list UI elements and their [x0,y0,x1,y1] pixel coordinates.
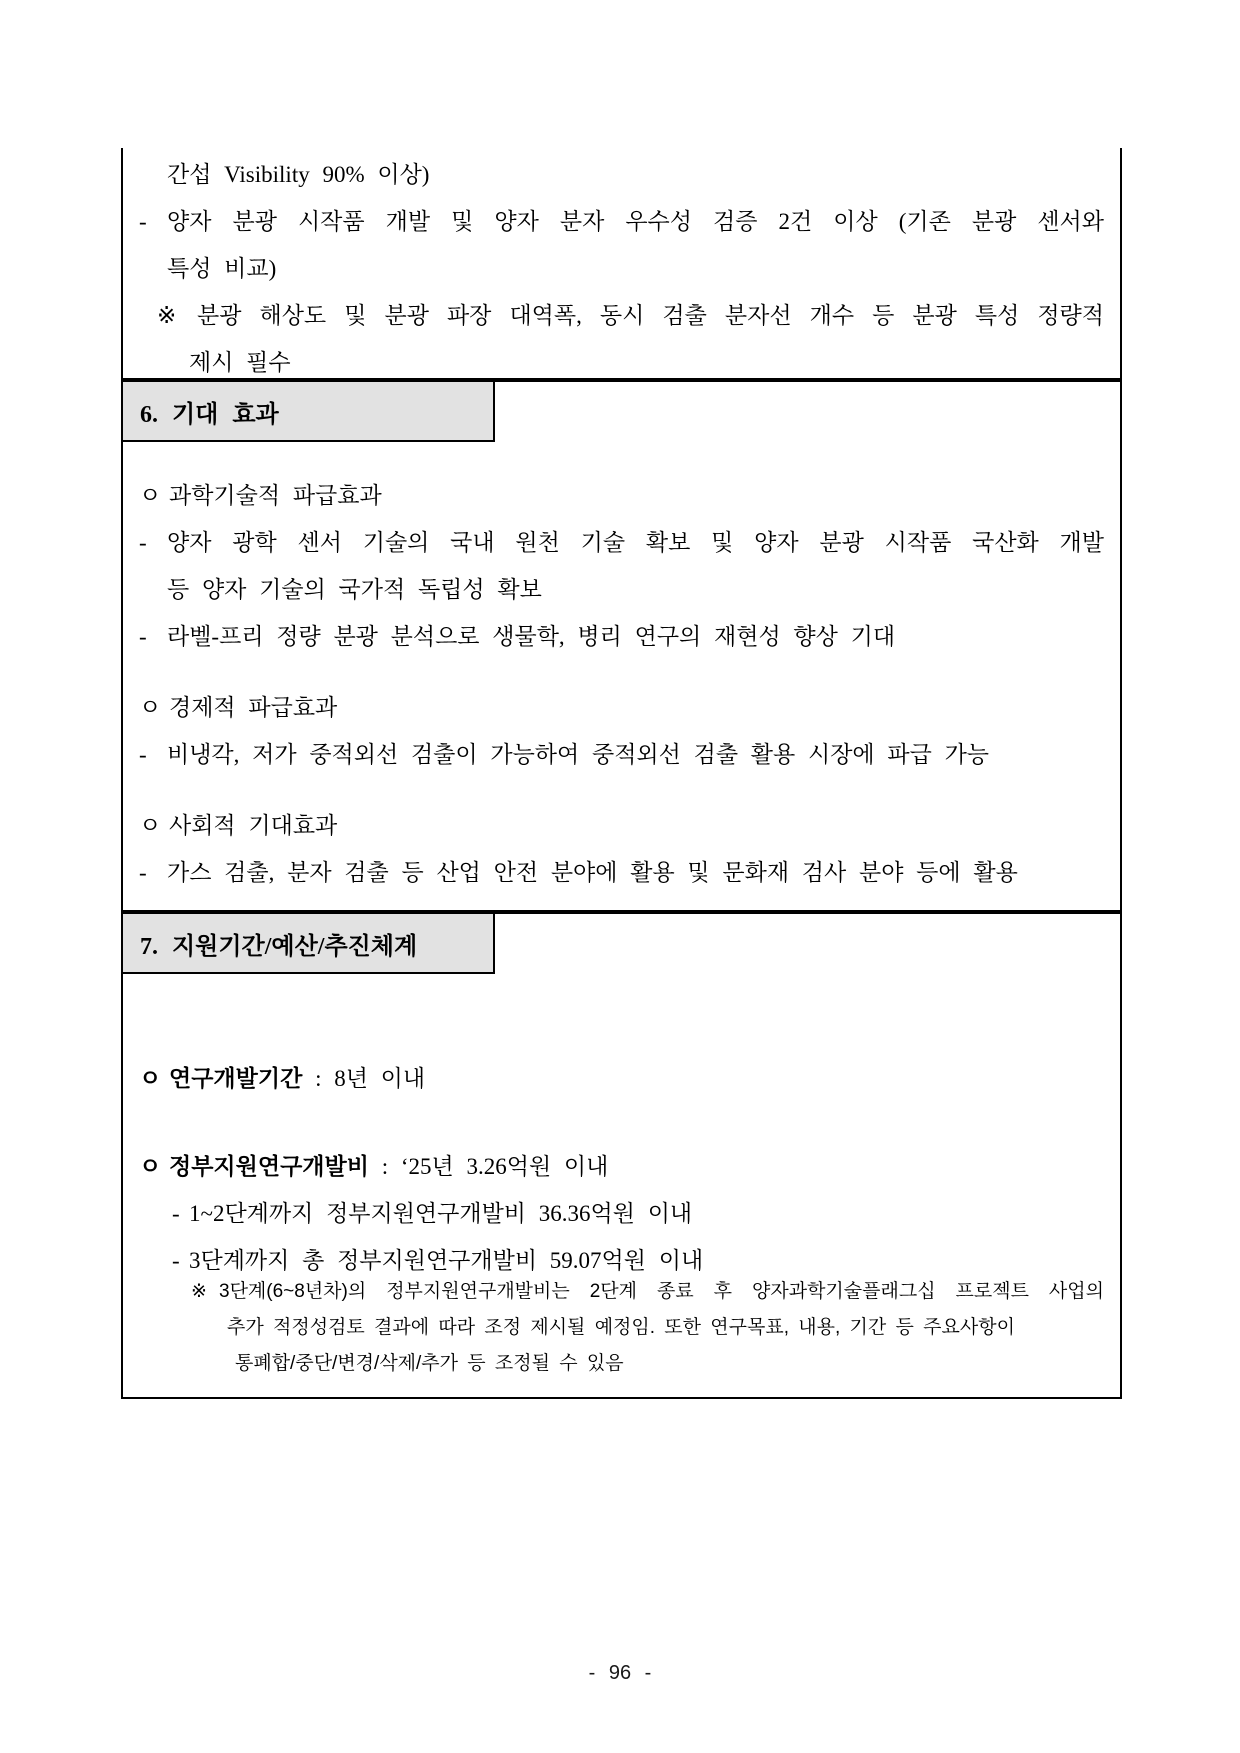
page-number: - 96 - [588,1662,652,1684]
text-line-body: 비냉각, 저가 중적외선 검출이 가능하여 중적외선 검출 활용 시장에 파급 가능 [167,742,990,767]
text-line [139,519,1104,566]
dash-marker: - [139,209,147,234]
text-line-body: 3단계까지 총 정부지원연구개발비 59.07억원 이내 [189,1248,704,1273]
text-line: 특성 비교) [167,256,277,281]
note-line: 추가 적정성검토 결과에 따라 조정 제시될 예정임. 또한 연구목표, 내용, 기간 등 주요사항이 [227,1317,1015,1338]
note-line-body: 3단계(6~8년차)의 정부지원연구개발비는 2단계 종료 후 양자과학기술플래그십 프로젝트 사업의 [219,1281,1104,1302]
section-6-content [123,382,1120,896]
note-marker: ※ [191,1281,207,1302]
dash-marker: - [172,1248,180,1273]
bullet-marker: ㅇ [139,1066,162,1091]
text-line-body: 분광 해상도 및 분광 파장 대역폭, 동시 검출 분자선 개수 등 분광 특성 정량적 [197,303,1104,328]
text-line [139,802,1104,849]
text-line-body: 양자 분광 시작품 개발 및 양자 분자 우수성 검증 2건 이상 (기존 분광 센서와 [167,209,1104,234]
text-line-body: 과학기술적 파급효과 [169,483,382,508]
rnd-period-value: : 8년 이내 [302,1066,426,1091]
rnd-period-label: 연구개발기간 [169,1066,303,1091]
section-6-header [121,380,495,442]
text-line [139,849,1104,896]
text-line [139,731,1104,778]
text-line [157,292,1104,339]
text-line-body: 가스 검출, 분자 검출 등 산업 안전 분야에 활용 및 문화재 검사 분야 등에 활용 [167,860,1018,885]
text-line-body: 1~2단계까지 정부지원연구개발비 36.36억원 이내 [189,1201,693,1226]
text-line-body: 사회적 기대효과 [169,813,338,838]
bullet-marker: ㅇ [139,1154,162,1179]
section-7-title: 7. 지원기간/예산/추진체계 [140,933,418,960]
bullet-marker: ㅇ [139,483,162,508]
section-7-header [121,912,495,974]
text-line: 간섭 Visibility 90% 이상) [167,162,430,187]
spec-continuation-box [121,148,1122,380]
dash-marker: - [139,624,147,649]
section-support-period-budget [121,912,1122,1399]
note-line: 통폐합/중단/변경/삭제/추가 등 조정될 수 있음 [235,1353,624,1374]
text-line [139,613,1104,660]
budget-note [139,1274,1104,1382]
dash-marker: - [139,742,147,767]
budget-line [139,1143,1104,1190]
text-line [139,198,1104,245]
note-line [191,1274,1104,1310]
dash-marker: - [139,530,147,555]
budget-item-line [172,1190,1104,1237]
bullet-marker: ㅇ [139,813,162,838]
text-line-body: 양자 광학 센서 기술의 국내 원천 기술 확보 및 양자 분광 시작품 국산화 개발 [167,530,1104,555]
blank-line [139,660,1104,684]
note-marker: ※ [157,303,177,328]
section-7-content [123,914,1120,1382]
section-expected-effects [121,380,1122,912]
text-line: 제시 필수 [189,350,291,375]
text-line [139,472,1104,519]
text-line: 등 양자 기술의 국가적 독립성 확보 [167,577,542,602]
blank-line [139,778,1104,802]
text-line [139,684,1104,731]
rnd-period-line [139,1055,1104,1102]
budget-label: 정부지원연구개발비 [169,1154,369,1179]
dash-marker: - [172,1201,180,1226]
budget-value: : ‘25년 3.26억원 이내 [368,1154,609,1179]
dash-marker: - [139,860,147,885]
text-line-body: 경제적 파급효과 [169,695,338,720]
section-6-title: 6. 기대 효과 [140,401,279,428]
bullet-marker: ㅇ [139,695,162,720]
text-line-body: 라벨-프리 정량 분광 분석으로 생물학, 병리 연구의 재현성 향상 기대 [167,624,896,649]
